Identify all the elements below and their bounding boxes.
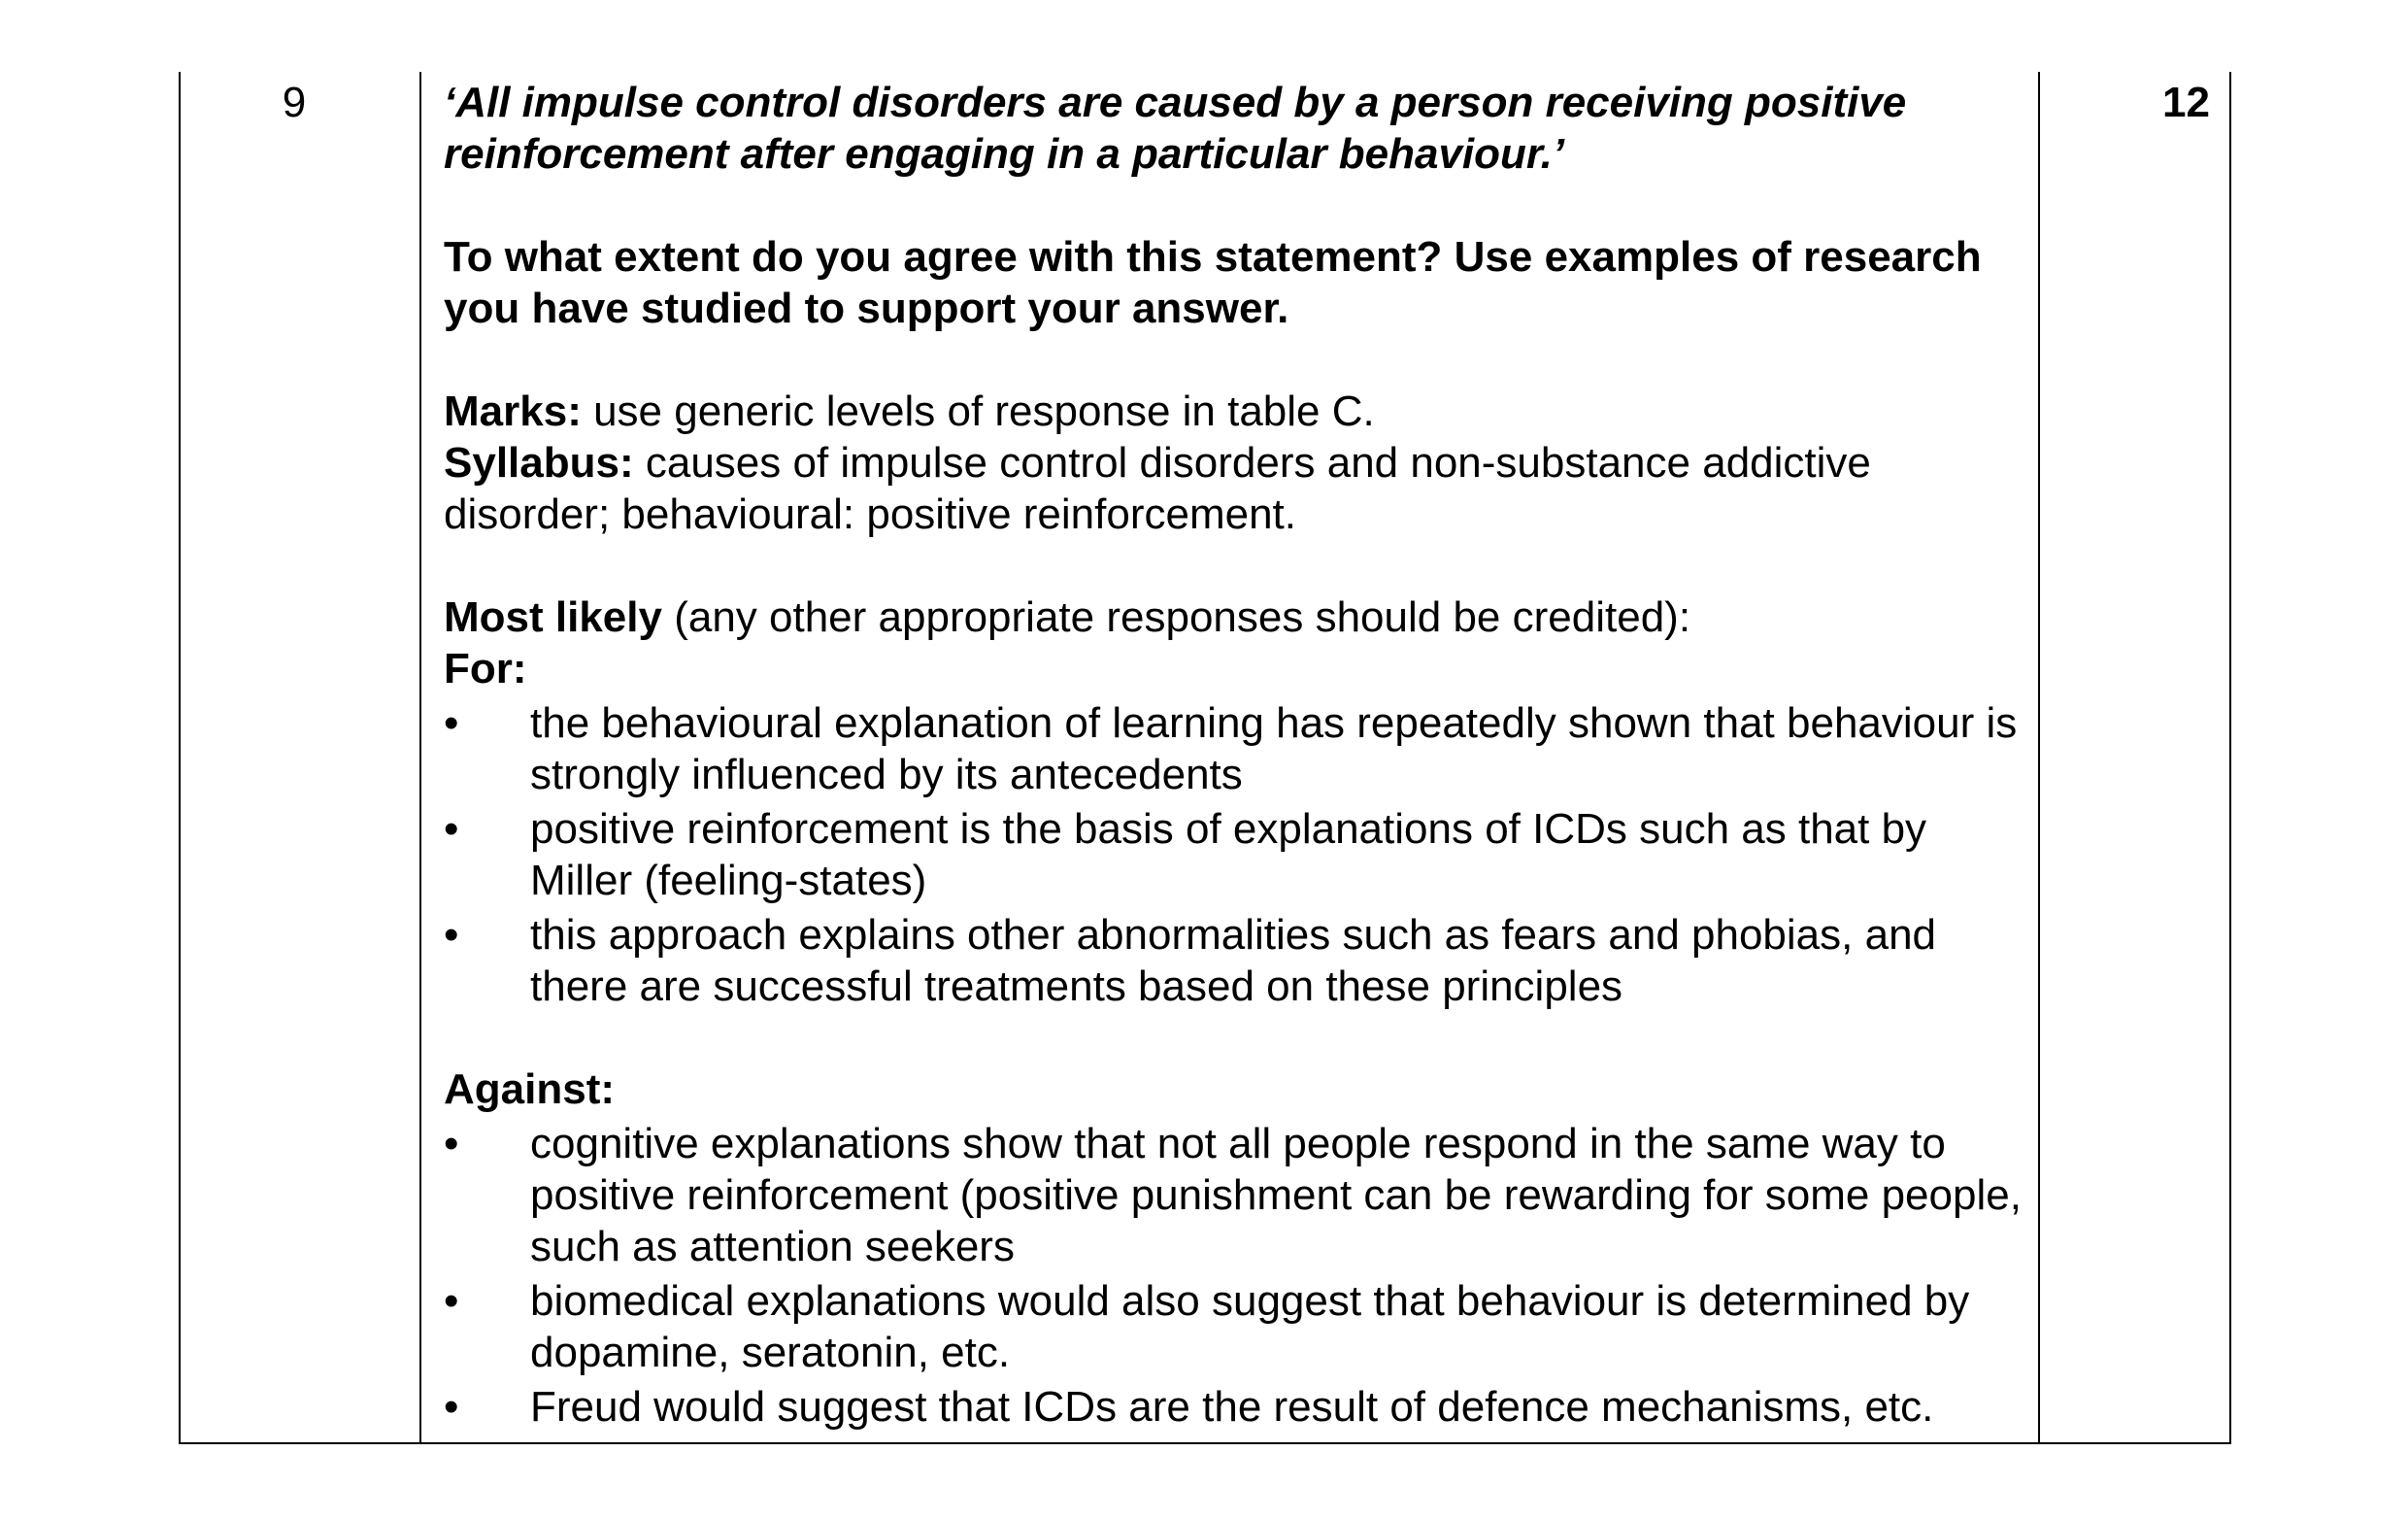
marks-cell	[2038, 72, 2231, 1442]
list-item-text: Freud would suggest that ICDs are the result of defence mechanisms, etc.	[530, 1383, 1934, 1431]
marks-label: Marks:	[444, 388, 582, 435]
list-item-text: biomedical explanations would also suggest that behaviour is determined by dopamine, seratonin, etc.	[530, 1277, 1970, 1376]
list-item-text: positive reinforcement is the basis of explanations of ICDs such as that by Miller (feeling-states)	[530, 805, 1927, 904]
most-likely-section	[444, 591, 2036, 1012]
question-prompt: To what extent do you agree with this statement? Use examples of research you have studied to support your answer.	[444, 233, 1982, 332]
bullet-icon: •	[444, 1120, 459, 1167]
mark-scheme-table	[179, 72, 2231, 1444]
bullet-icon: •	[444, 1383, 459, 1431]
marking-guidance	[444, 386, 2036, 540]
list-item-text: cognitive explanations show that not all people respond in the same way to positive reinforcement (positive punishment can be rewarding for some people, such as attention seekers	[530, 1120, 2022, 1270]
marks-value: 12	[2162, 79, 2210, 126]
list-item	[444, 803, 2036, 906]
question-statement: ‘All impulse control disorders are caused by a person receiving positive reinforcement after engaging in a particular behaviour.’	[444, 79, 1907, 178]
against-list	[444, 1118, 2036, 1433]
list-item	[444, 1118, 2036, 1272]
bullet-icon: •	[444, 1277, 459, 1325]
question-number: 9	[282, 79, 307, 126]
marks-text: use generic levels of response in table C.	[581, 388, 1375, 435]
list-item	[444, 909, 2036, 1012]
list-item-text: this approach explains other abnormalities such as fears and phobias, and there are successful treatments based on these principles	[530, 911, 1937, 1010]
most-likely-text: (any other appropriate responses should be credited):	[661, 593, 1691, 641]
syllabus-text: causes of impulse control disorders and non-substance addictive disorder; behavioural: positive reinforcement.	[444, 439, 1871, 538]
bullet-icon: •	[444, 911, 459, 959]
bullet-icon: •	[444, 805, 459, 853]
for-heading: For:	[444, 645, 527, 692]
for-list	[444, 697, 2036, 1012]
list-item	[444, 697, 2036, 800]
syllabus-label: Syllabus:	[444, 439, 634, 487]
most-likely-line	[444, 591, 2036, 643]
answer-guidance-cell	[421, 72, 2038, 1442]
most-likely-label: Most likely	[444, 593, 662, 641]
list-item	[444, 1381, 2036, 1433]
against-section	[444, 1063, 2036, 1433]
syllabus-line	[444, 437, 2036, 540]
marks-line	[444, 386, 2036, 437]
against-heading: Against:	[444, 1065, 615, 1113]
list-item-text: the behavioural explanation of learning has repeatedly shown that behaviour is strongly influenced by its antecedents	[530, 699, 2018, 798]
question-number-cell	[181, 72, 421, 1442]
bullet-icon: •	[444, 699, 459, 747]
list-item	[444, 1275, 2036, 1378]
